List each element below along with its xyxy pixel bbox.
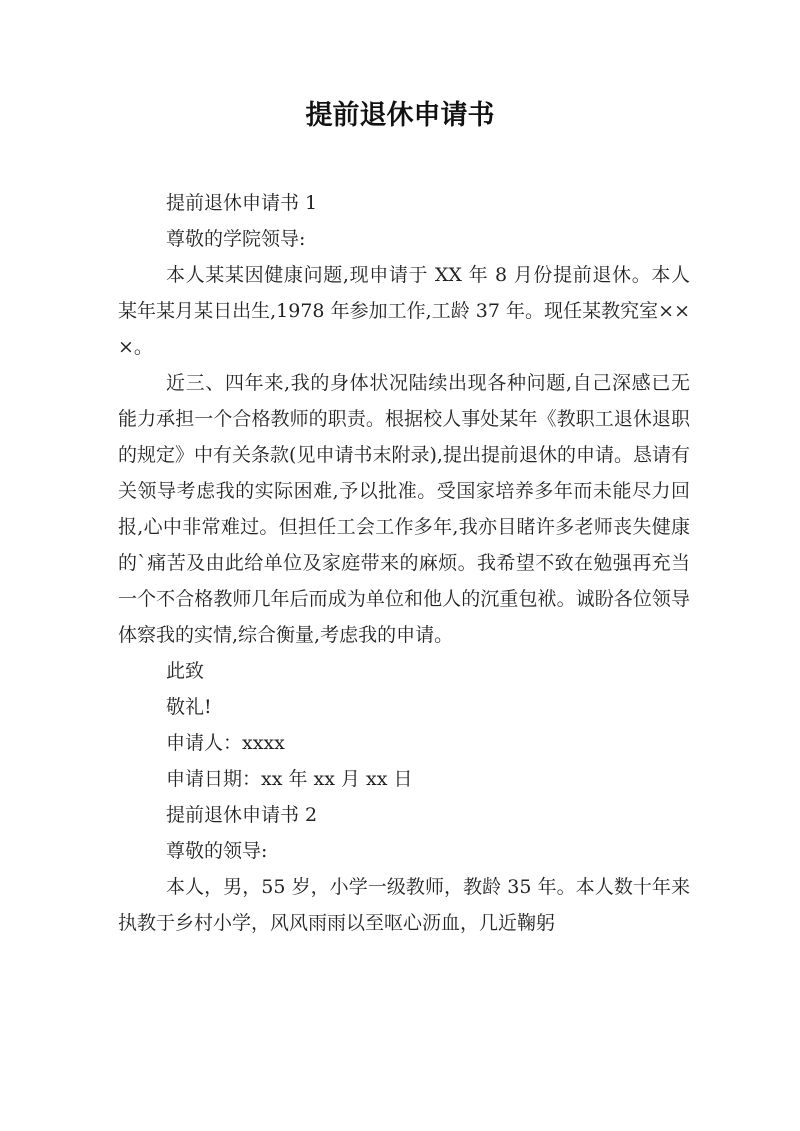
applicant-line: 申请人：xxxx bbox=[166, 732, 285, 754]
document-title: 提前退休申请书 bbox=[305, 100, 495, 131]
body-paragraph: 本人，男，55 岁，小学一级教师，教龄 35 年。本人数十年来执教于乡村小学，风风雨雨以至呕心沥血，几近鞠躬 bbox=[118, 876, 690, 934]
application-date-line: 申请日期：xx 年 xx 月 xx 日 bbox=[166, 768, 413, 790]
document-body bbox=[118, 185, 690, 941]
closing-greeting: 敬礼! bbox=[166, 696, 212, 718]
body-paragraph: 本人某某因健康问题,现申请于 XX 年 8 月份提前退休。本人某年某月某日出生,1978 年参加工作,工龄 37 年。现任某教究室×××。 bbox=[118, 264, 690, 358]
closing-line: 此致 bbox=[166, 660, 205, 682]
body-paragraph: 近三、四年来,我的身体状况陆续出现各种问题,自己深感已无能力承担一个合格教师的职责。根据校人事处某年《教职工退休退职的规定》中有关条款(见申请书末附录),提出提前退休的申请。恳请有关领导考虑我的实际困难,予以批准。受国家培养多年而未能尽力回报,心中非常难过。但担任工会工作多年,我亦目睹许多老师丧失健康的`痛苦及由此给单位及家庭带来的麻烦。我希望不致在勉强再充当一个不合格教师几年后而成为单位和他人的沉重包袱。诚盼各位领导体察我的实情,综合衡量,考虑我的申请。 bbox=[118, 372, 690, 646]
salutation-2: 尊敬的领导: bbox=[166, 840, 268, 862]
section-heading-1: 提前退休申请书 1 bbox=[166, 192, 318, 214]
salutation-1: 尊敬的学院领导: bbox=[166, 228, 306, 250]
section-heading-2: 提前退休申请书 2 bbox=[166, 804, 318, 826]
